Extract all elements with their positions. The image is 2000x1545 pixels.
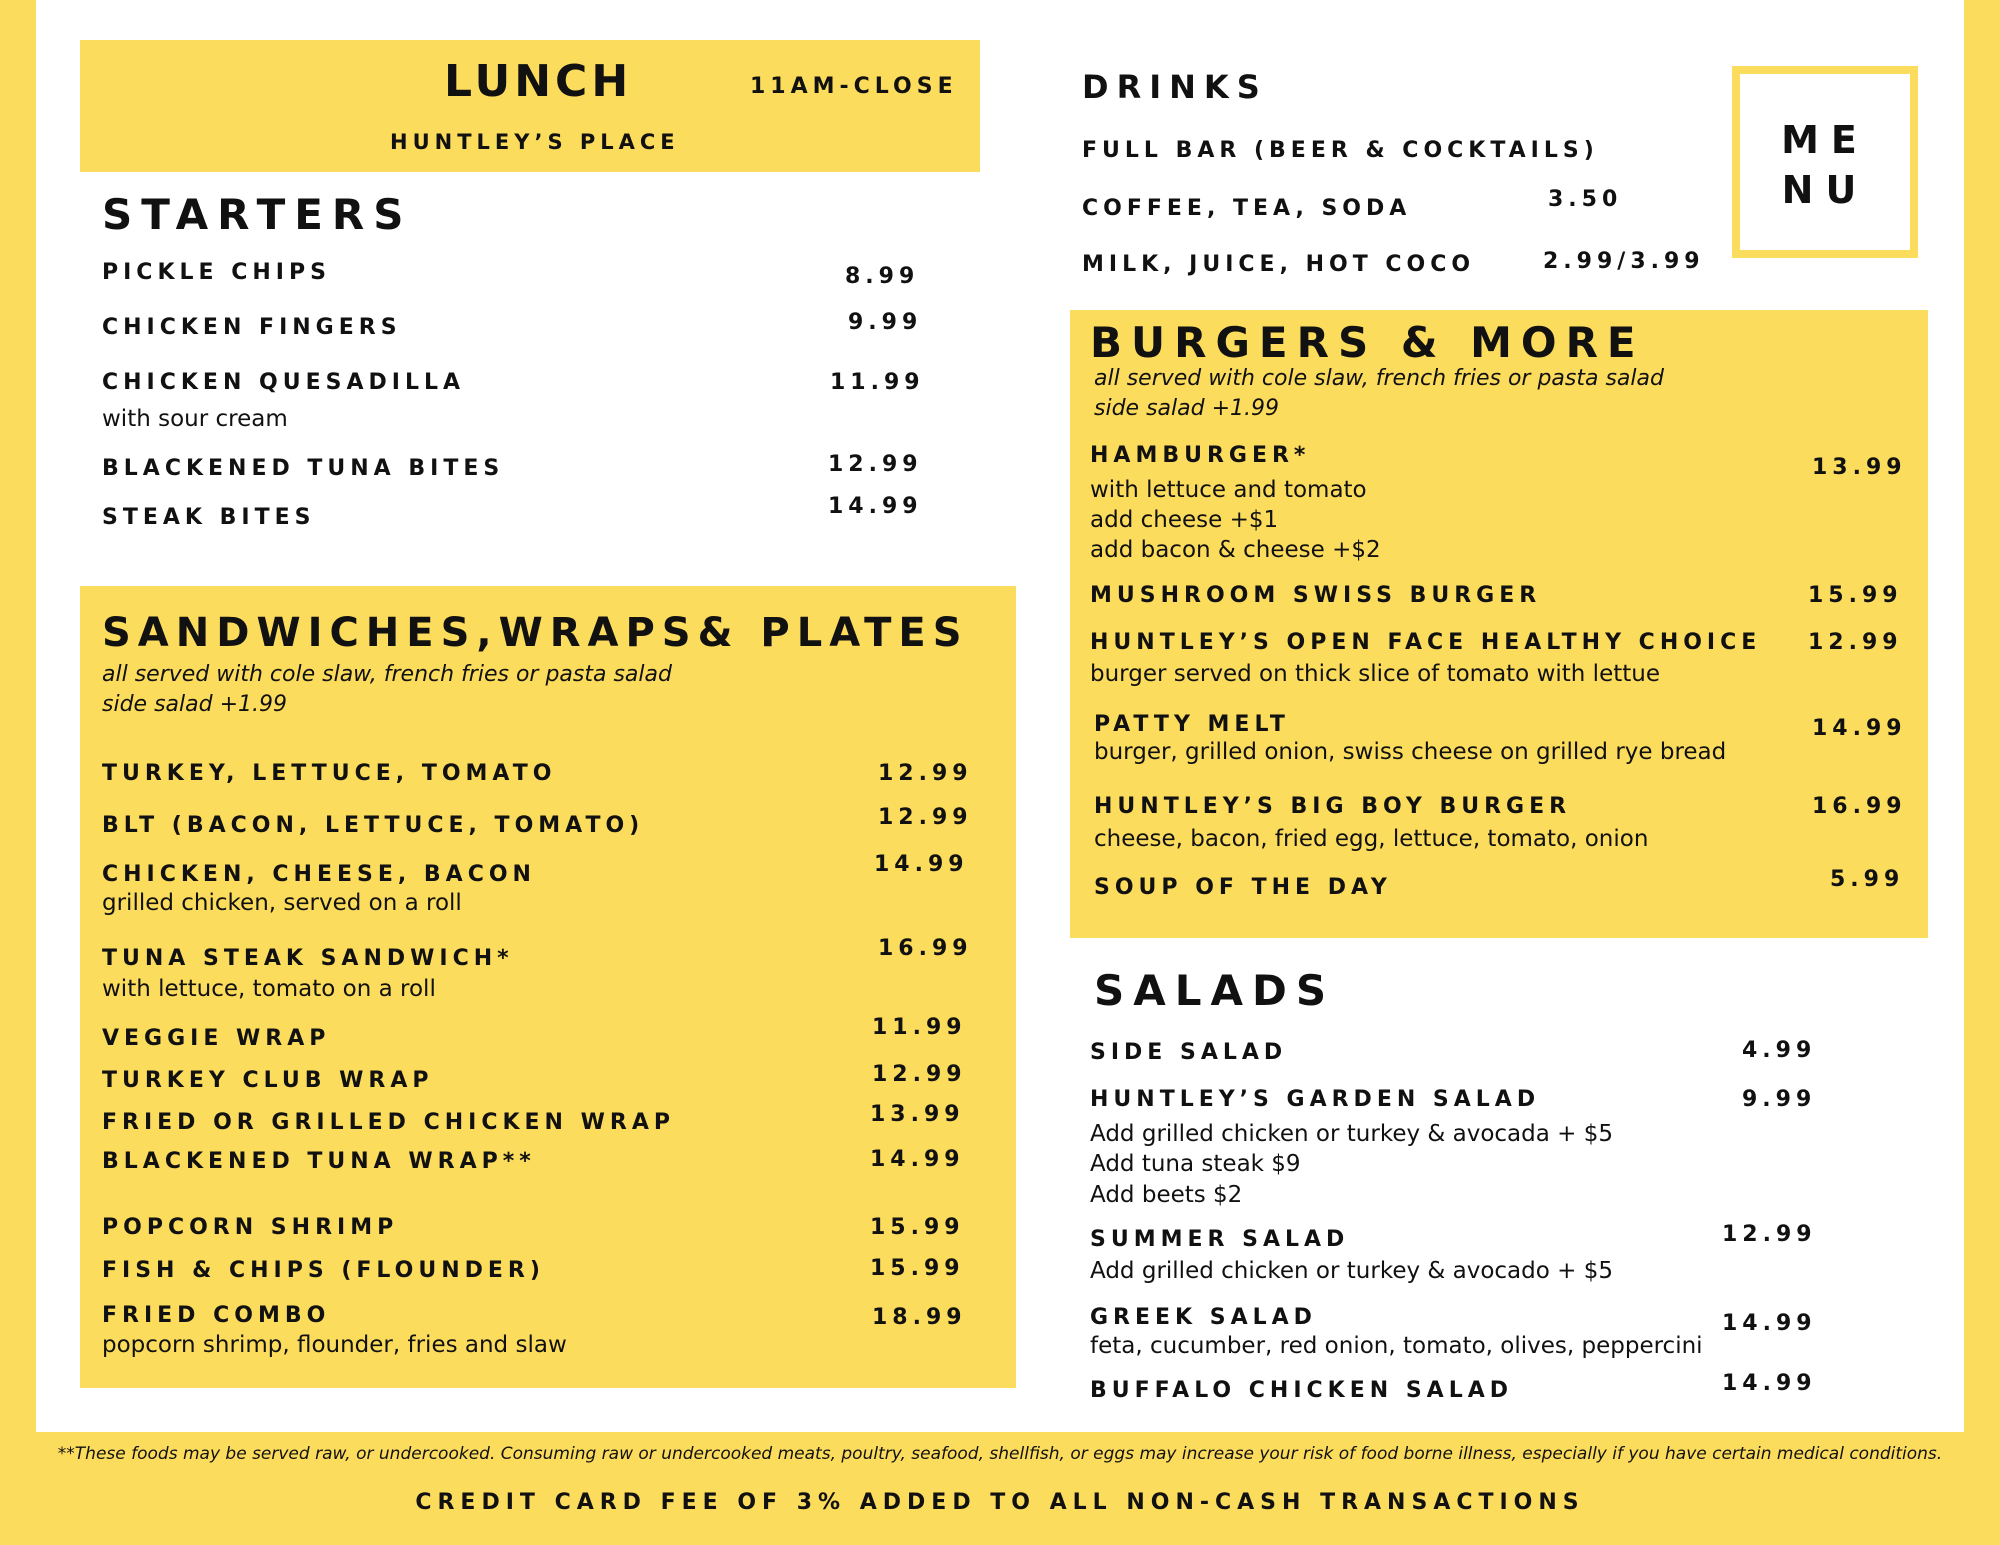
- menu-item-desc: grilled chicken, served on a roll: [102, 890, 462, 916]
- menu-item-name: CHICKEN QUESADILLA: [102, 370, 466, 395]
- menu-item-desc: with sour cream: [102, 406, 288, 432]
- menu-item-price: 15.99: [1808, 583, 1903, 608]
- menu-item-price: 14.99: [874, 852, 969, 877]
- menu-item-desc: with lettuce, tomato on a roll: [102, 976, 436, 1002]
- menu-item-price: 12.99: [828, 452, 923, 477]
- place-name: HUNTLEY’S PLACE: [390, 130, 680, 154]
- menu-item-price: 15.99: [870, 1256, 965, 1281]
- burgers-note: side salad +1.99: [1094, 396, 1279, 421]
- menu-item-name: PATTY MELT: [1094, 712, 1290, 737]
- menu-item-desc: Add grilled chicken or turkey & avocada + $5: [1090, 1121, 1614, 1147]
- lunch-title: LUNCH: [444, 56, 633, 107]
- menu-item-desc: add cheese +$1: [1090, 507, 1279, 533]
- menu-item-name: HUNTLEY’S BIG BOY BURGER: [1094, 794, 1572, 819]
- menu-item-name: FRIED OR GRILLED CHICKEN WRAP: [102, 1110, 675, 1135]
- menu-item-name: SOUP OF THE DAY: [1094, 875, 1392, 900]
- credit-card-fee-notice: CREDIT CARD FEE OF 3% ADDED TO ALL NON-CASH TRANSACTIONS: [415, 1490, 1585, 1515]
- menu-item-desc: Add beets $2: [1090, 1182, 1243, 1208]
- menu-item-desc: feta, cucumber, red onion, tomato, olives, peppercini: [1090, 1333, 1703, 1359]
- menu-item-desc: burger served on thick slice of tomato with lettue: [1090, 661, 1660, 687]
- menu-item-price: 4.99: [1742, 1038, 1817, 1063]
- burgers-title: BURGERS & MORE: [1090, 318, 1645, 367]
- menu-item-price: 11.99: [830, 370, 925, 395]
- menu-item-name: TURKEY, LETTUCE, TOMATO: [102, 761, 557, 786]
- menu-item-name: TURKEY CLUB WRAP: [102, 1068, 434, 1093]
- menu-item-desc: with lettuce and tomato: [1090, 477, 1367, 503]
- menu-logo-box: [1732, 66, 1918, 258]
- menu-item-desc: cheese, bacon, fried egg, lettuce, tomato, onion: [1094, 826, 1649, 852]
- salads-title: SALADS: [1094, 966, 1336, 1015]
- menu-item-price: 12.99: [872, 1062, 967, 1087]
- drink-item-name: MILK, JUICE, HOT COCO: [1082, 252, 1476, 277]
- menu-item-name: HUNTLEY’S GARDEN SALAD: [1090, 1087, 1541, 1112]
- sandwiches-note: all served with cole slaw, french fries or pasta salad: [102, 662, 672, 687]
- menu-item-name: BLACKENED TUNA WRAP**: [102, 1149, 536, 1174]
- menu-item-price: 12.99: [878, 761, 973, 786]
- raw-food-disclaimer: **These foods may be served raw, or undercooked. Consuming raw or undercooked meats, poultry, seafood, shellfish, or eggs may increase your risk of food borne illness, especially if you have certain medical conditions.: [57, 1444, 1943, 1464]
- drink-item-name: FULL BAR (BEER & COCKTAILS): [1082, 138, 1599, 163]
- menu-item-name: SUMMER SALAD: [1090, 1227, 1350, 1252]
- menu-item-price: 12.99: [1808, 630, 1903, 655]
- menu-item-name: BLACKENED TUNA BITES: [102, 456, 505, 481]
- menu-item-name: POPCORN SHRIMP: [102, 1215, 399, 1240]
- menu-item-name: FRIED COMBO: [102, 1303, 331, 1328]
- menu-item-desc: burger, grilled onion, swiss cheese on grilled rye bread: [1094, 739, 1727, 765]
- menu-item-price: 8.99: [845, 264, 920, 289]
- menu-item-desc: popcorn shrimp, flounder, fries and slaw: [102, 1332, 567, 1358]
- menu-item-price: 18.99: [872, 1305, 967, 1330]
- menu-item-name: SIDE SALAD: [1090, 1040, 1288, 1065]
- menu-item-name: CHICKEN, CHEESE, BACON: [102, 862, 536, 887]
- menu-item-price: 13.99: [1812, 455, 1907, 480]
- menu-item-desc: Add tuna steak $9: [1090, 1151, 1301, 1177]
- drink-item-price: 3.50: [1548, 187, 1623, 212]
- menu-item-price: 14.99: [1812, 716, 1907, 741]
- menu-item-price: 11.99: [872, 1015, 967, 1040]
- menu-item-name: STEAK BITES: [102, 505, 316, 530]
- menu-item-price: 16.99: [1812, 794, 1907, 819]
- menu-item-price: 16.99: [878, 936, 973, 961]
- drink-item-name: COFFEE, TEA, SODA: [1082, 196, 1412, 221]
- menu-item-name: MUSHROOM SWISS BURGER: [1090, 583, 1542, 608]
- menu-item-name: BLT (BACON, LETTUCE, TOMATO): [102, 813, 645, 838]
- menu-item-name: HUNTLEY’S OPEN FACE HEALTHY CHOICE: [1090, 630, 1762, 655]
- menu-item-price: 12.99: [878, 805, 973, 830]
- drink-item-price: 2.99/3.99: [1543, 249, 1705, 274]
- menu-item-price: 14.99: [1722, 1371, 1817, 1396]
- menu-item-price: 5.99: [1830, 867, 1905, 892]
- menu-item-name: FISH & CHIPS (FLOUNDER): [102, 1258, 545, 1283]
- lunch-hours: 11AM-CLOSE: [750, 74, 958, 99]
- sandwiches-title: SANDWICHES,WRAPS& PLATES: [102, 610, 969, 656]
- menu-item-name: HAMBURGER*: [1090, 443, 1311, 468]
- menu-item-name: CHICKEN FINGERS: [102, 315, 402, 340]
- menu-item-price: 9.99: [848, 310, 923, 335]
- menu-logo-line: ME: [1781, 118, 1869, 162]
- menu-item-price: 14.99: [870, 1147, 965, 1172]
- menu-logo-line: NU: [1781, 168, 1869, 212]
- menu-item-price: 12.99: [1722, 1222, 1817, 1247]
- menu-item-price: 15.99: [870, 1215, 965, 1240]
- drinks-title: DRINKS: [1082, 68, 1268, 106]
- menu-item-name: GREEK SALAD: [1090, 1305, 1317, 1330]
- burgers-note: all served with cole slaw, french fries or pasta salad: [1094, 366, 1664, 391]
- menu-item-desc: add bacon & cheese +$2: [1090, 537, 1381, 563]
- starters-title: STARTERS: [102, 190, 413, 239]
- menu-item-name: BUFFALO CHICKEN SALAD: [1090, 1378, 1514, 1403]
- menu-item-price: 14.99: [1722, 1311, 1817, 1336]
- menu-item-price: 9.99: [1742, 1087, 1817, 1112]
- sandwiches-note: side salad +1.99: [102, 692, 287, 717]
- menu-item-price: 13.99: [870, 1102, 965, 1127]
- menu-item-name: PICKLE CHIPS: [102, 260, 331, 285]
- menu-item-name: VEGGIE WRAP: [102, 1026, 331, 1051]
- menu-item-desc: Add grilled chicken or turkey & avocado + $5: [1090, 1258, 1613, 1284]
- menu-item-name: TUNA STEAK SANDWICH*: [102, 946, 514, 971]
- menu-item-price: 14.99: [828, 494, 923, 519]
